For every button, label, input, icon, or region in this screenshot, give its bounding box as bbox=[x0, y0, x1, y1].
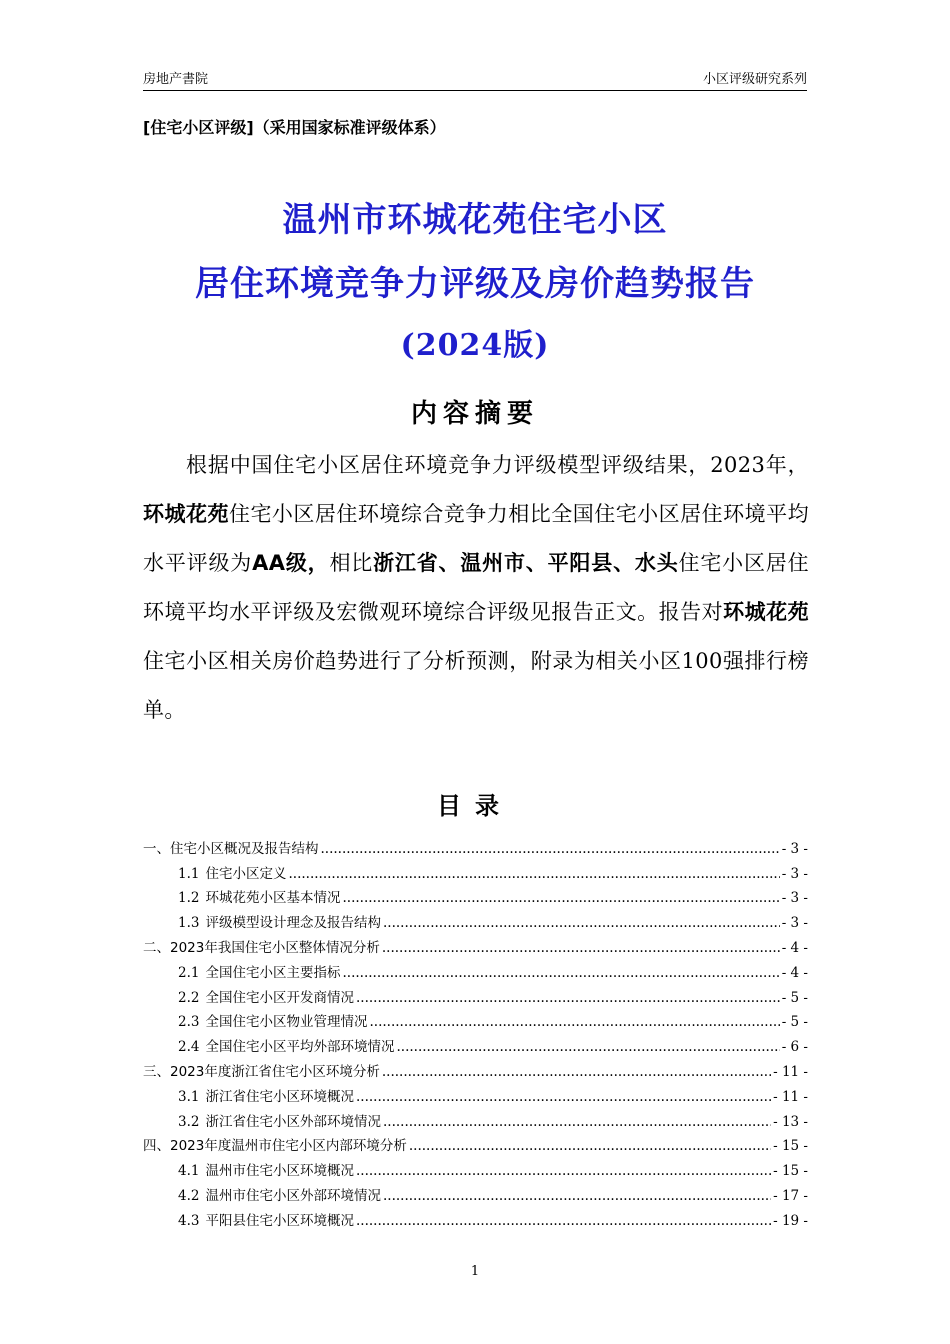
page-number: 1 bbox=[470, 1264, 480, 1279]
toc-entry-page: - 13 - bbox=[773, 1113, 808, 1130]
toc-dot-leader bbox=[396, 1039, 779, 1055]
toc-entry[interactable] bbox=[143, 1030, 808, 1055]
toc-entry-page: - 3 - bbox=[781, 865, 808, 882]
toc-entry-number: 3.1 bbox=[178, 1088, 200, 1105]
toc-entry[interactable] bbox=[143, 906, 808, 931]
toc-entry-page: - 11 - bbox=[773, 1063, 808, 1080]
toc-entry[interactable] bbox=[143, 1105, 808, 1130]
toc-entry-number: 二、 bbox=[143, 939, 170, 956]
toc-entry-number: 2.4 bbox=[178, 1039, 200, 1056]
toc-heading: 目录 bbox=[437, 792, 513, 820]
toc-entry[interactable] bbox=[143, 1055, 808, 1080]
toc-entry-page: - 4 - bbox=[781, 964, 808, 981]
toc-dot-leader bbox=[356, 1213, 771, 1229]
toc-entry-label: 住宅小区概况及报告结构 bbox=[170, 840, 319, 857]
toc-dot-leader bbox=[356, 1163, 771, 1179]
abstract-bold-text: AA级， bbox=[252, 551, 330, 575]
toc-entry[interactable] bbox=[143, 1130, 808, 1155]
toc-dot-leader bbox=[383, 1188, 771, 1204]
toc-entry[interactable] bbox=[143, 956, 808, 981]
toc-entry-page: - 15 - bbox=[773, 1163, 808, 1180]
toc-entry[interactable] bbox=[143, 931, 808, 956]
toc-entry-page: - 4 - bbox=[781, 939, 808, 956]
toc-entry-label: 平阳县住宅小区环境概况 bbox=[205, 1212, 354, 1229]
toc-entry-page: - 15 - bbox=[773, 1138, 808, 1155]
toc-entry-page: - 5 - bbox=[781, 989, 808, 1006]
toc-entry-page: - 3 - bbox=[781, 840, 808, 857]
toc-entry[interactable] bbox=[143, 1080, 808, 1105]
toc-dot-leader bbox=[382, 940, 780, 956]
toc-entry-page: - 17 - bbox=[773, 1187, 808, 1204]
toc-entry-number: 1.2 bbox=[178, 890, 200, 907]
toc-entry-label: 全国住宅小区物业管理情况 bbox=[205, 1014, 368, 1031]
toc-entry-label: 浙江省住宅小区环境概况 bbox=[205, 1088, 354, 1105]
abstract-bold-text: 浙江省、温州市、平阳县、水头 bbox=[373, 551, 679, 575]
toc-entry-page: - 19 - bbox=[773, 1212, 808, 1229]
header-publisher: 房地产書院 bbox=[143, 72, 209, 87]
toc-entry-label: 全国住宅小区主要指标 bbox=[205, 964, 341, 981]
toc-entry-number: 4.3 bbox=[178, 1212, 200, 1229]
toc-entry-label: 2023年我国住宅小区整体情况分析 bbox=[170, 939, 380, 956]
toc-entry-number: 4.1 bbox=[178, 1163, 200, 1180]
toc-entry-number: 1.3 bbox=[178, 915, 200, 932]
report-category-tag: [住宅小区评级]（采用国家标准评级体系） bbox=[143, 118, 446, 137]
toc-entry-number: 四、 bbox=[143, 1138, 170, 1155]
toc-entry-number: 2.3 bbox=[178, 1014, 200, 1031]
abstract-paragraph bbox=[143, 441, 809, 735]
toc-entry-number: 2.1 bbox=[178, 964, 200, 981]
toc-entry[interactable] bbox=[143, 1179, 808, 1204]
abstract-heading: 内容摘要 bbox=[410, 399, 539, 429]
header-series: 小区评级研究系列 bbox=[702, 72, 807, 87]
toc-entry-label: 温州市住宅小区环境概况 bbox=[205, 1163, 354, 1180]
toc-dot-leader bbox=[288, 866, 779, 882]
page-header bbox=[143, 64, 807, 91]
toc-entry-label: 全国住宅小区开发商情况 bbox=[205, 989, 354, 1006]
toc-entry[interactable] bbox=[143, 832, 808, 857]
toc-entry-label: 评级模型设计理念及报告结构 bbox=[205, 915, 381, 932]
toc-entry-label: 温州市住宅小区外部环境情况 bbox=[205, 1187, 381, 1204]
toc-entry[interactable] bbox=[143, 981, 808, 1006]
toc-dot-leader bbox=[409, 1138, 771, 1154]
abstract-text: 住宅小区居住环境综合竞争力相比全国住宅小区居住环境平均水平评级为 bbox=[143, 502, 809, 575]
toc-dot-leader bbox=[342, 965, 779, 981]
toc-entry-number: 4.2 bbox=[178, 1187, 200, 1204]
toc-entry-label: 2023年度温州市住宅小区内部环境分析 bbox=[170, 1138, 407, 1155]
abstract-bold-text: 环城花苑 bbox=[143, 502, 229, 526]
toc-entry[interactable] bbox=[143, 857, 808, 882]
toc-entry-page: - 6 - bbox=[781, 1039, 808, 1056]
toc-entry-number: 一、 bbox=[143, 840, 170, 857]
toc-entry-page: - 3 - bbox=[781, 915, 808, 932]
report-title-line-1: 温州市环城花苑住宅小区 bbox=[282, 200, 668, 240]
toc-entry-label: 住宅小区定义 bbox=[205, 865, 287, 882]
toc-entry-label: 环城花苑小区基本情况 bbox=[205, 890, 341, 907]
abstract-text: 根据中国住宅小区居住环境竞争力评级模型评级结果，2023年， bbox=[186, 453, 809, 477]
abstract-text: 住宅小区居住环境平均水平评级及宏微观环境综合评级见报告正文。报告对 bbox=[143, 551, 809, 624]
report-title-line-2: 居住环境竞争力评级及房价趋势报告 bbox=[195, 264, 755, 304]
abstract-bold-text: 环城花苑 bbox=[723, 600, 809, 624]
toc-dot-leader bbox=[382, 1064, 771, 1080]
toc-entry-page: - 5 - bbox=[781, 1014, 808, 1031]
toc-entry[interactable] bbox=[143, 1154, 808, 1179]
toc-entry-page: - 3 - bbox=[781, 890, 808, 907]
toc-dot-leader bbox=[383, 915, 780, 931]
toc-dot-leader bbox=[383, 1114, 771, 1130]
toc-entry-page: - 11 - bbox=[773, 1088, 808, 1105]
toc-entry-number: 3.2 bbox=[178, 1113, 200, 1130]
toc-dot-leader bbox=[369, 1014, 779, 1030]
toc-entry-number: 三、 bbox=[143, 1063, 170, 1080]
toc-entry[interactable] bbox=[143, 882, 808, 907]
toc-entry-label: 浙江省住宅小区外部环境情况 bbox=[205, 1113, 381, 1130]
toc-dot-leader bbox=[321, 841, 780, 857]
abstract-text: 住宅小区相关房价趋势进行了分析预测，附录为相关小区100强排行榜单。 bbox=[143, 649, 809, 722]
toc-entry[interactable] bbox=[143, 1204, 808, 1229]
report-edition: (2024版) bbox=[400, 328, 550, 363]
abstract-text: 相比 bbox=[329, 551, 374, 575]
toc-entry-label: 全国住宅小区平均外部环境情况 bbox=[205, 1039, 395, 1056]
toc-dot-leader bbox=[342, 890, 779, 906]
toc-entry-number: 2.2 bbox=[178, 989, 200, 1006]
toc-entry-number: 1.1 bbox=[178, 865, 200, 882]
toc-dot-leader bbox=[356, 990, 780, 1006]
toc-entry[interactable] bbox=[143, 1006, 808, 1031]
table-of-contents bbox=[143, 832, 808, 1229]
toc-entry-label: 2023年度浙江省住宅小区环境分析 bbox=[170, 1063, 380, 1080]
toc-dot-leader bbox=[356, 1089, 771, 1105]
